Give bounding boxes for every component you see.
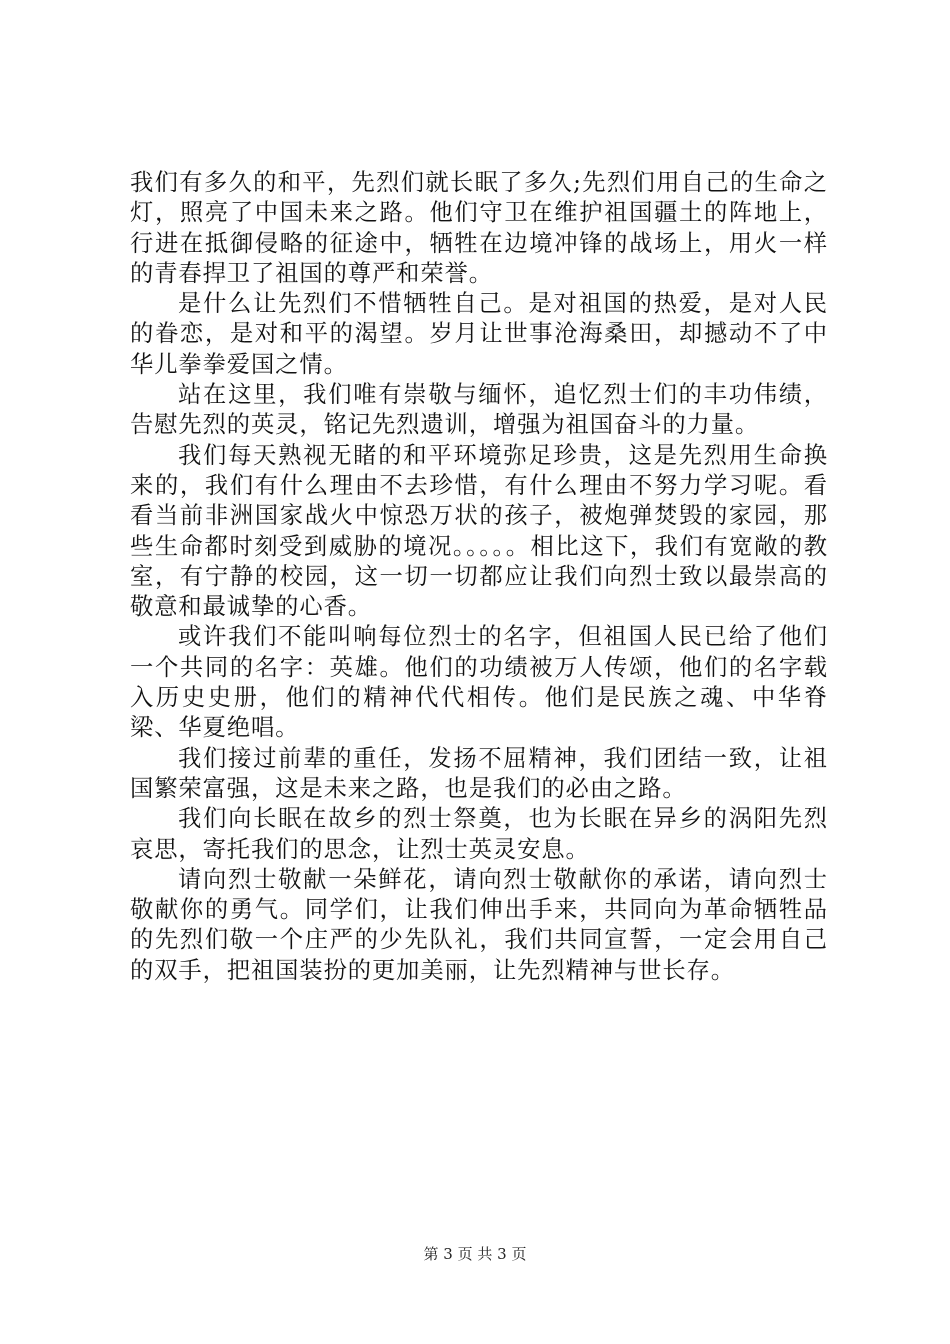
paragraph: 我们接过前辈的重任，发扬不屈精神，我们团结一致，让祖国繁荣富强，这是未来之路，也是我们的必由之路。 bbox=[130, 744, 828, 802]
paragraph: 站在这里，我们唯有崇敬与缅怀，追忆烈士们的丰功伟绩，告慰先烈的英灵，铭记先烈遗训，增强为祖国奋斗的力量。 bbox=[130, 381, 828, 439]
paragraph: 是什么让先烈们不惜牺牲自己。是对祖国的热爱，是对人民的眷恋，是对和平的渴望。岁月让世事沧海桑田，却撼动不了中华儿拳拳爱国之情。 bbox=[130, 290, 828, 378]
document-body bbox=[130, 168, 828, 986]
page-number-footer: 第 3 页 共 3 页 bbox=[423, 1245, 527, 1263]
paragraph: 或许我们不能叫响每位烈士的名字，但祖国人民已给了他们一个共同的名字：英雄。他们的功绩被万人传颂，他们的名字载入历史史册，他们的精神代代相传。他们是民族之魂、中华脊梁、华夏绝唱。 bbox=[130, 623, 828, 742]
paragraph: 我们有多久的和平，先烈们就长眠了多久;先烈们用自己的生命之灯，照亮了中国未来之路。他们守卫在维护祖国疆土的阵地上，行进在抵御侵略的征途中，牺牲在边境冲锋的战场上，用火一样的青春捍卫了祖国的尊严和荣誉。 bbox=[130, 169, 828, 287]
paragraph: 请向烈士敬献一朵鲜花，请向烈士敬献你的承诺，请向烈士敬献你的勇气。同学们，让我们伸出手来，共同向为革命牺牲品的先烈们敬一个庄严的少先队礼，我们共同宣誓，一定会用自己的双手，把祖国装扮的更加美丽，让先烈精神与世长存。 bbox=[130, 865, 828, 984]
paragraph: 我们每天熟视无睹的和平环境弥足珍贵，这是先烈用生命换来的，我们有什么理由不去珍惜，有什么理由不努力学习呢。看看当前非洲国家战火中惊恐万状的孩子，被炮弹焚毁的家园，那些生命都时刻受到威胁的境况。。。。。相比这下，我们有宽敞的教室，有宁静的校园，这一切一切都应让我们向烈士致以最崇高的敬意和最诚挚的心香。 bbox=[130, 441, 828, 621]
paragraph: 我们向长眠在故乡的烈士祭奠，也为长眠在异乡的涡阳先烈哀思，寄托我们的思念，让烈士英灵安息。 bbox=[130, 805, 828, 863]
